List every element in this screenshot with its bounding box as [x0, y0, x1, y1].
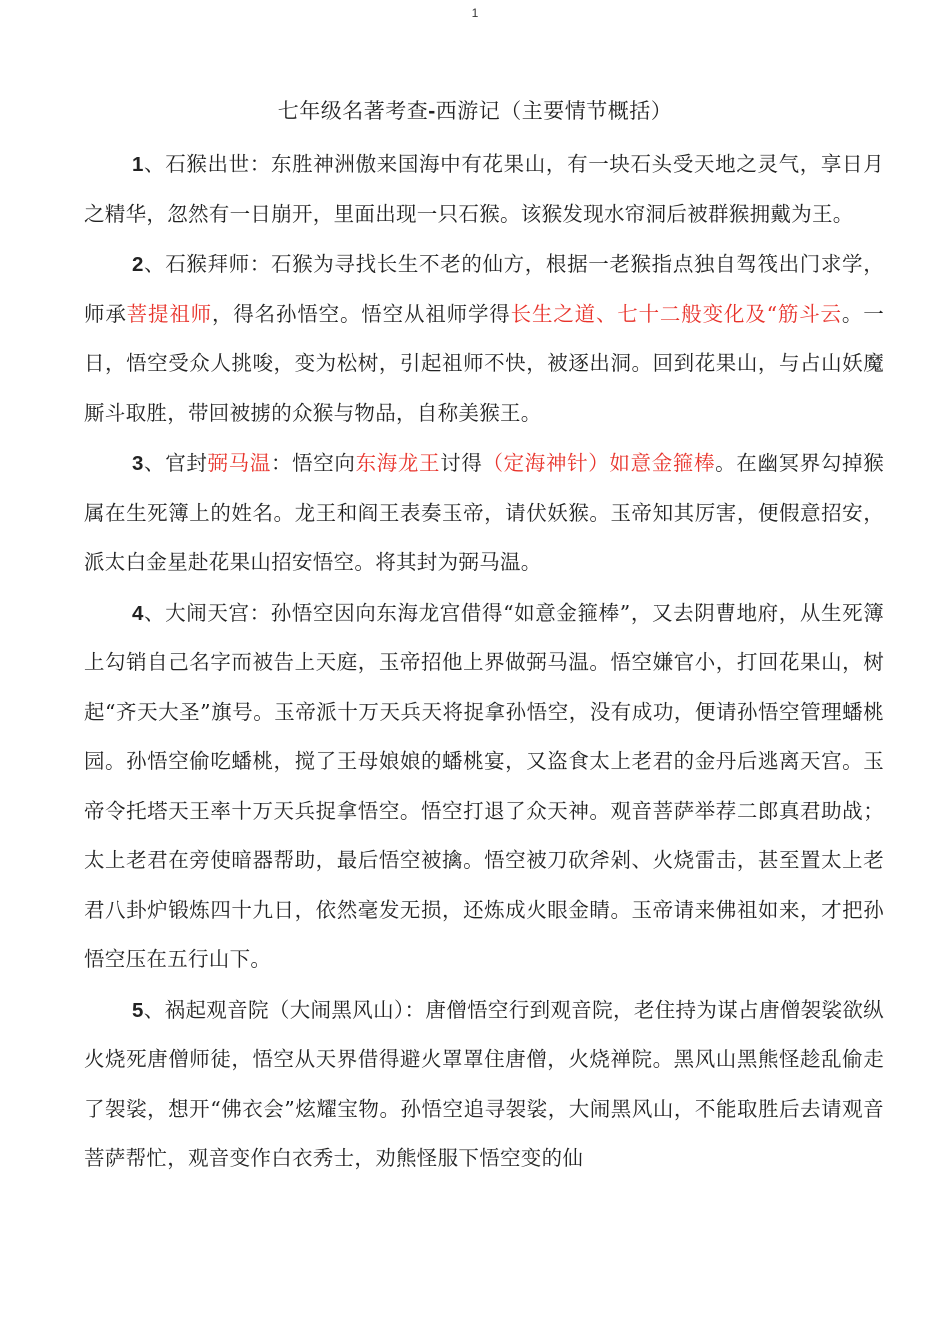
section-number: 4	[132, 601, 144, 625]
section-number: 1	[132, 153, 144, 176]
title-part-1: 七年级名著考查	[277, 99, 429, 123]
page-number: 1	[471, 6, 479, 20]
section-text: 、大闹天宫：孙悟空因向东海龙宫借得“如意金箍棒”，又去阴曹地府，从生死簿上勾销自己名字而被告上天庭，玉帝招他上界做弼马温。悟空嫌官小，打回花果山，树起“齐天大圣”旗号。玉帝派十万天兵天将捉拿孙悟空，没有成功，便请孙悟空管理蟠桃园。孙悟空偷吃蟠桃，搅了王母娘娘的蟠桃宴，又盗食太上老君的金丹后逃离天宫。玉帝令托塔天王率十万天兵捉拿悟空。悟空打退了众天神。观音菩萨举荐二郎真君助战；太上老君在旁使暗器帮助，最后悟空被擒。悟空被刀砍斧剁、火烧雷击，甚至置太上老君八卦炉锻炼四十九日，依然毫发无损，还炼成火眼金睛。玉帝请来佛祖如来，才把孙悟空压在五行山下。	[84, 600, 884, 971]
section-3-paragraph	[84, 439, 884, 588]
section-number: 2	[132, 253, 144, 276]
section-text: 、祸起观音院（大闹黑风山）：唐僧悟空行到观音院，老住持为谋占唐僧袈裟欲纵火烧死唐僧师徒，悟空从天界借得避火罩罩住唐僧，火烧禅院。黑风山黑熊怪趁乱偷走了袈裟，想开“佛衣会”炫耀宝物。孙悟空追寻袈裟，大闹黑风山，不能取胜后去请观音菩萨帮忙，观音变作白衣秀士，劝熊怪服下悟空变的仙	[84, 997, 884, 1170]
highlight-term: （定海神针）如意金箍棒	[482, 451, 716, 475]
highlight-term: 弼马温	[207, 451, 271, 475]
highlight-term: 菩提祖师	[126, 301, 212, 326]
section-4-paragraph	[84, 589, 884, 985]
section-text: 、石猴拜师：石猴为寻找长生不老的仙方，根据一老猴指点独自驾筏出门求学，师承	[84, 252, 884, 326]
section-text: ，得名孙悟空。悟空从祖师学得	[212, 301, 511, 326]
section-text: ：悟空向	[270, 451, 356, 475]
section-text: 、官封	[143, 451, 208, 475]
title-dash: -	[428, 100, 436, 123]
section-5-paragraph	[84, 986, 884, 1184]
highlight-term: 长生之道、七十二般变化及“筋斗云	[510, 301, 842, 326]
section-number: 3	[132, 452, 144, 475]
highlight-term: 东海龙王	[355, 451, 441, 475]
section-text: 讨得	[440, 451, 483, 475]
title-part-2: 西游记（主要情节概括）	[435, 99, 673, 123]
section-text: 。在幽冥界勾掉猴属在生死簿上的姓名。龙王和阎王表奏玉帝，请伏妖猴。玉帝知其厉害，便假意招安，派太白金星赴花果山招安悟空。将其封为弼马温。	[84, 451, 885, 574]
section-1-paragraph	[84, 140, 884, 239]
section-text: 。一日，悟空受众人挑唆，变为松树，引起祖师不快，被逐出洞。回到花果山，与占山妖魔厮斗取胜，带回被掳的众猴与物品，自称美猴王。	[84, 301, 885, 425]
section-number: 5	[132, 998, 144, 1022]
document-body	[84, 140, 884, 1185]
section-2-paragraph	[84, 240, 884, 438]
document-title	[0, 95, 950, 125]
section-text: 、石猴出世：东胜神洲傲来国海中有花果山，有一块石头受天地之灵气，享日月之精华，忽然有一日崩开，里面出现一只石猴。该猴发现水帘洞后被群猴拥戴为王。	[84, 152, 884, 226]
